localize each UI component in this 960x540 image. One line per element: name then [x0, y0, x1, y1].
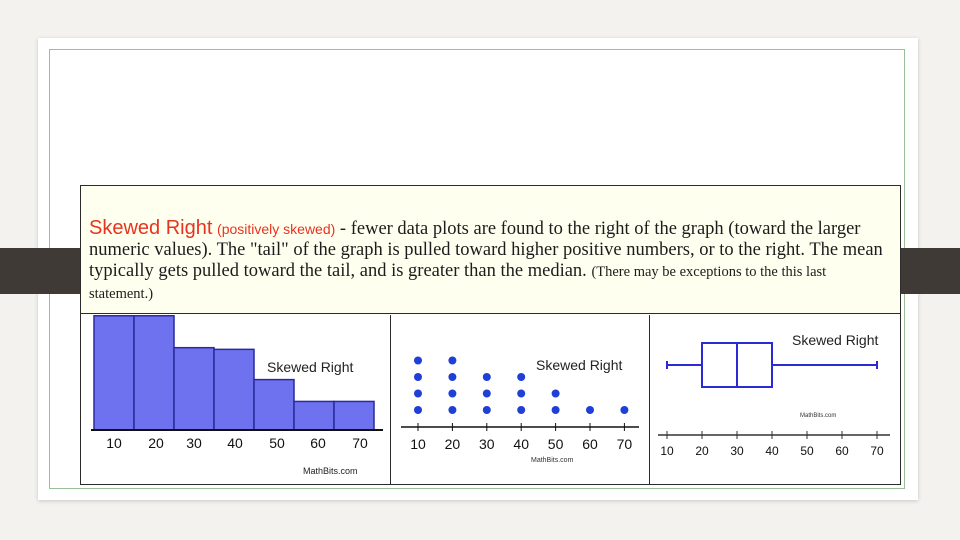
- histogram-tick-label: 20: [148, 435, 164, 451]
- slide-band-right: [900, 248, 960, 294]
- dotplot-dot: [414, 357, 422, 365]
- dotplot-dot: [517, 390, 525, 398]
- histogram-chart: [81, 315, 389, 484]
- dotplot-tick-label: 50: [547, 436, 564, 452]
- description-text: [81, 186, 900, 314]
- description-body: - fewer data plots are found to the right of the graph (toward the larger numeric values). The "tail" of the graph is pulled toward higher positive numbers, or to the right. The mean typically gets pulled toward the tail, and is greater than the median.: [89, 219, 883, 281]
- boxplot-tick-label: 40: [765, 444, 779, 458]
- histogram-bar: [294, 401, 334, 430]
- boxplot-tick-label: 20: [695, 444, 709, 458]
- dotplot-credit: MathBits.com: [531, 457, 574, 464]
- dotplot-tick-label: 70: [616, 436, 633, 452]
- dotplot-dot: [448, 357, 456, 365]
- boxplot-cell: [650, 315, 900, 484]
- dotplot-tick-label: 30: [479, 436, 495, 452]
- dotplot-tick-label: 40: [513, 436, 529, 452]
- dotplot-tick-label: 60: [582, 436, 598, 452]
- boxplot-tick-label: 50: [800, 444, 814, 458]
- histogram-tick-label: 50: [269, 435, 285, 451]
- dotplot-label: Skewed Right: [536, 357, 623, 373]
- dotplot-dot: [483, 373, 491, 381]
- dotplot-dot: [448, 373, 456, 381]
- histogram-bar: [174, 348, 214, 430]
- dotplot-dot: [552, 390, 560, 398]
- histogram-tick-label: 70: [352, 435, 368, 451]
- boxplot-credit: MathBits.com: [800, 413, 837, 419]
- histogram-tick-label: 10: [106, 435, 122, 451]
- dotplot-dot: [483, 406, 491, 414]
- histogram-bar: [94, 316, 134, 430]
- dotplot-dot: [414, 390, 422, 398]
- description-title: Skewed Right: [89, 217, 213, 239]
- description-paren: (positively skewed): [217, 221, 336, 237]
- dotplot-dot: [552, 406, 560, 414]
- boxplot-label: Skewed Right: [792, 332, 879, 348]
- histogram-cell: [81, 315, 391, 484]
- histogram-tick-label: 30: [186, 435, 202, 451]
- histogram-label: Skewed Right: [267, 359, 354, 375]
- boxplot-tick-label: 10: [660, 444, 674, 458]
- histogram-tick-label: 60: [310, 435, 326, 451]
- histogram-tick-label: 40: [227, 435, 243, 451]
- dotplot-dot: [414, 373, 422, 381]
- dotplot-chart: [391, 315, 648, 484]
- dotplot-dot: [483, 390, 491, 398]
- dotplot-cell: [391, 315, 650, 484]
- histogram-bar: [334, 401, 374, 430]
- slide-band-left: [0, 248, 80, 294]
- boxplot-tick-label: 60: [835, 444, 849, 458]
- histogram-bar: [134, 316, 174, 430]
- dotplot-dot: [517, 406, 525, 414]
- dotplot-dot: [414, 406, 422, 414]
- histogram-credit: MathBits.com: [303, 466, 358, 476]
- boxplot-tick-label: 70: [870, 444, 884, 458]
- histogram-bar: [254, 380, 294, 430]
- dotplot-tick-label: 10: [410, 436, 426, 452]
- dotplot-dot: [586, 406, 594, 414]
- skew-panel: [80, 185, 901, 485]
- dotplot-dot: [620, 406, 628, 414]
- dotplot-dot: [517, 373, 525, 381]
- boxplot-chart: [650, 315, 898, 484]
- boxplot-tick-label: 30: [730, 444, 744, 458]
- histogram-bar: [214, 349, 254, 430]
- dotplot-dot: [448, 390, 456, 398]
- description-note: (There may be exceptions to the this last statement.): [89, 264, 827, 302]
- dotplot-dot: [448, 406, 456, 414]
- dotplot-tick-label: 20: [444, 436, 461, 452]
